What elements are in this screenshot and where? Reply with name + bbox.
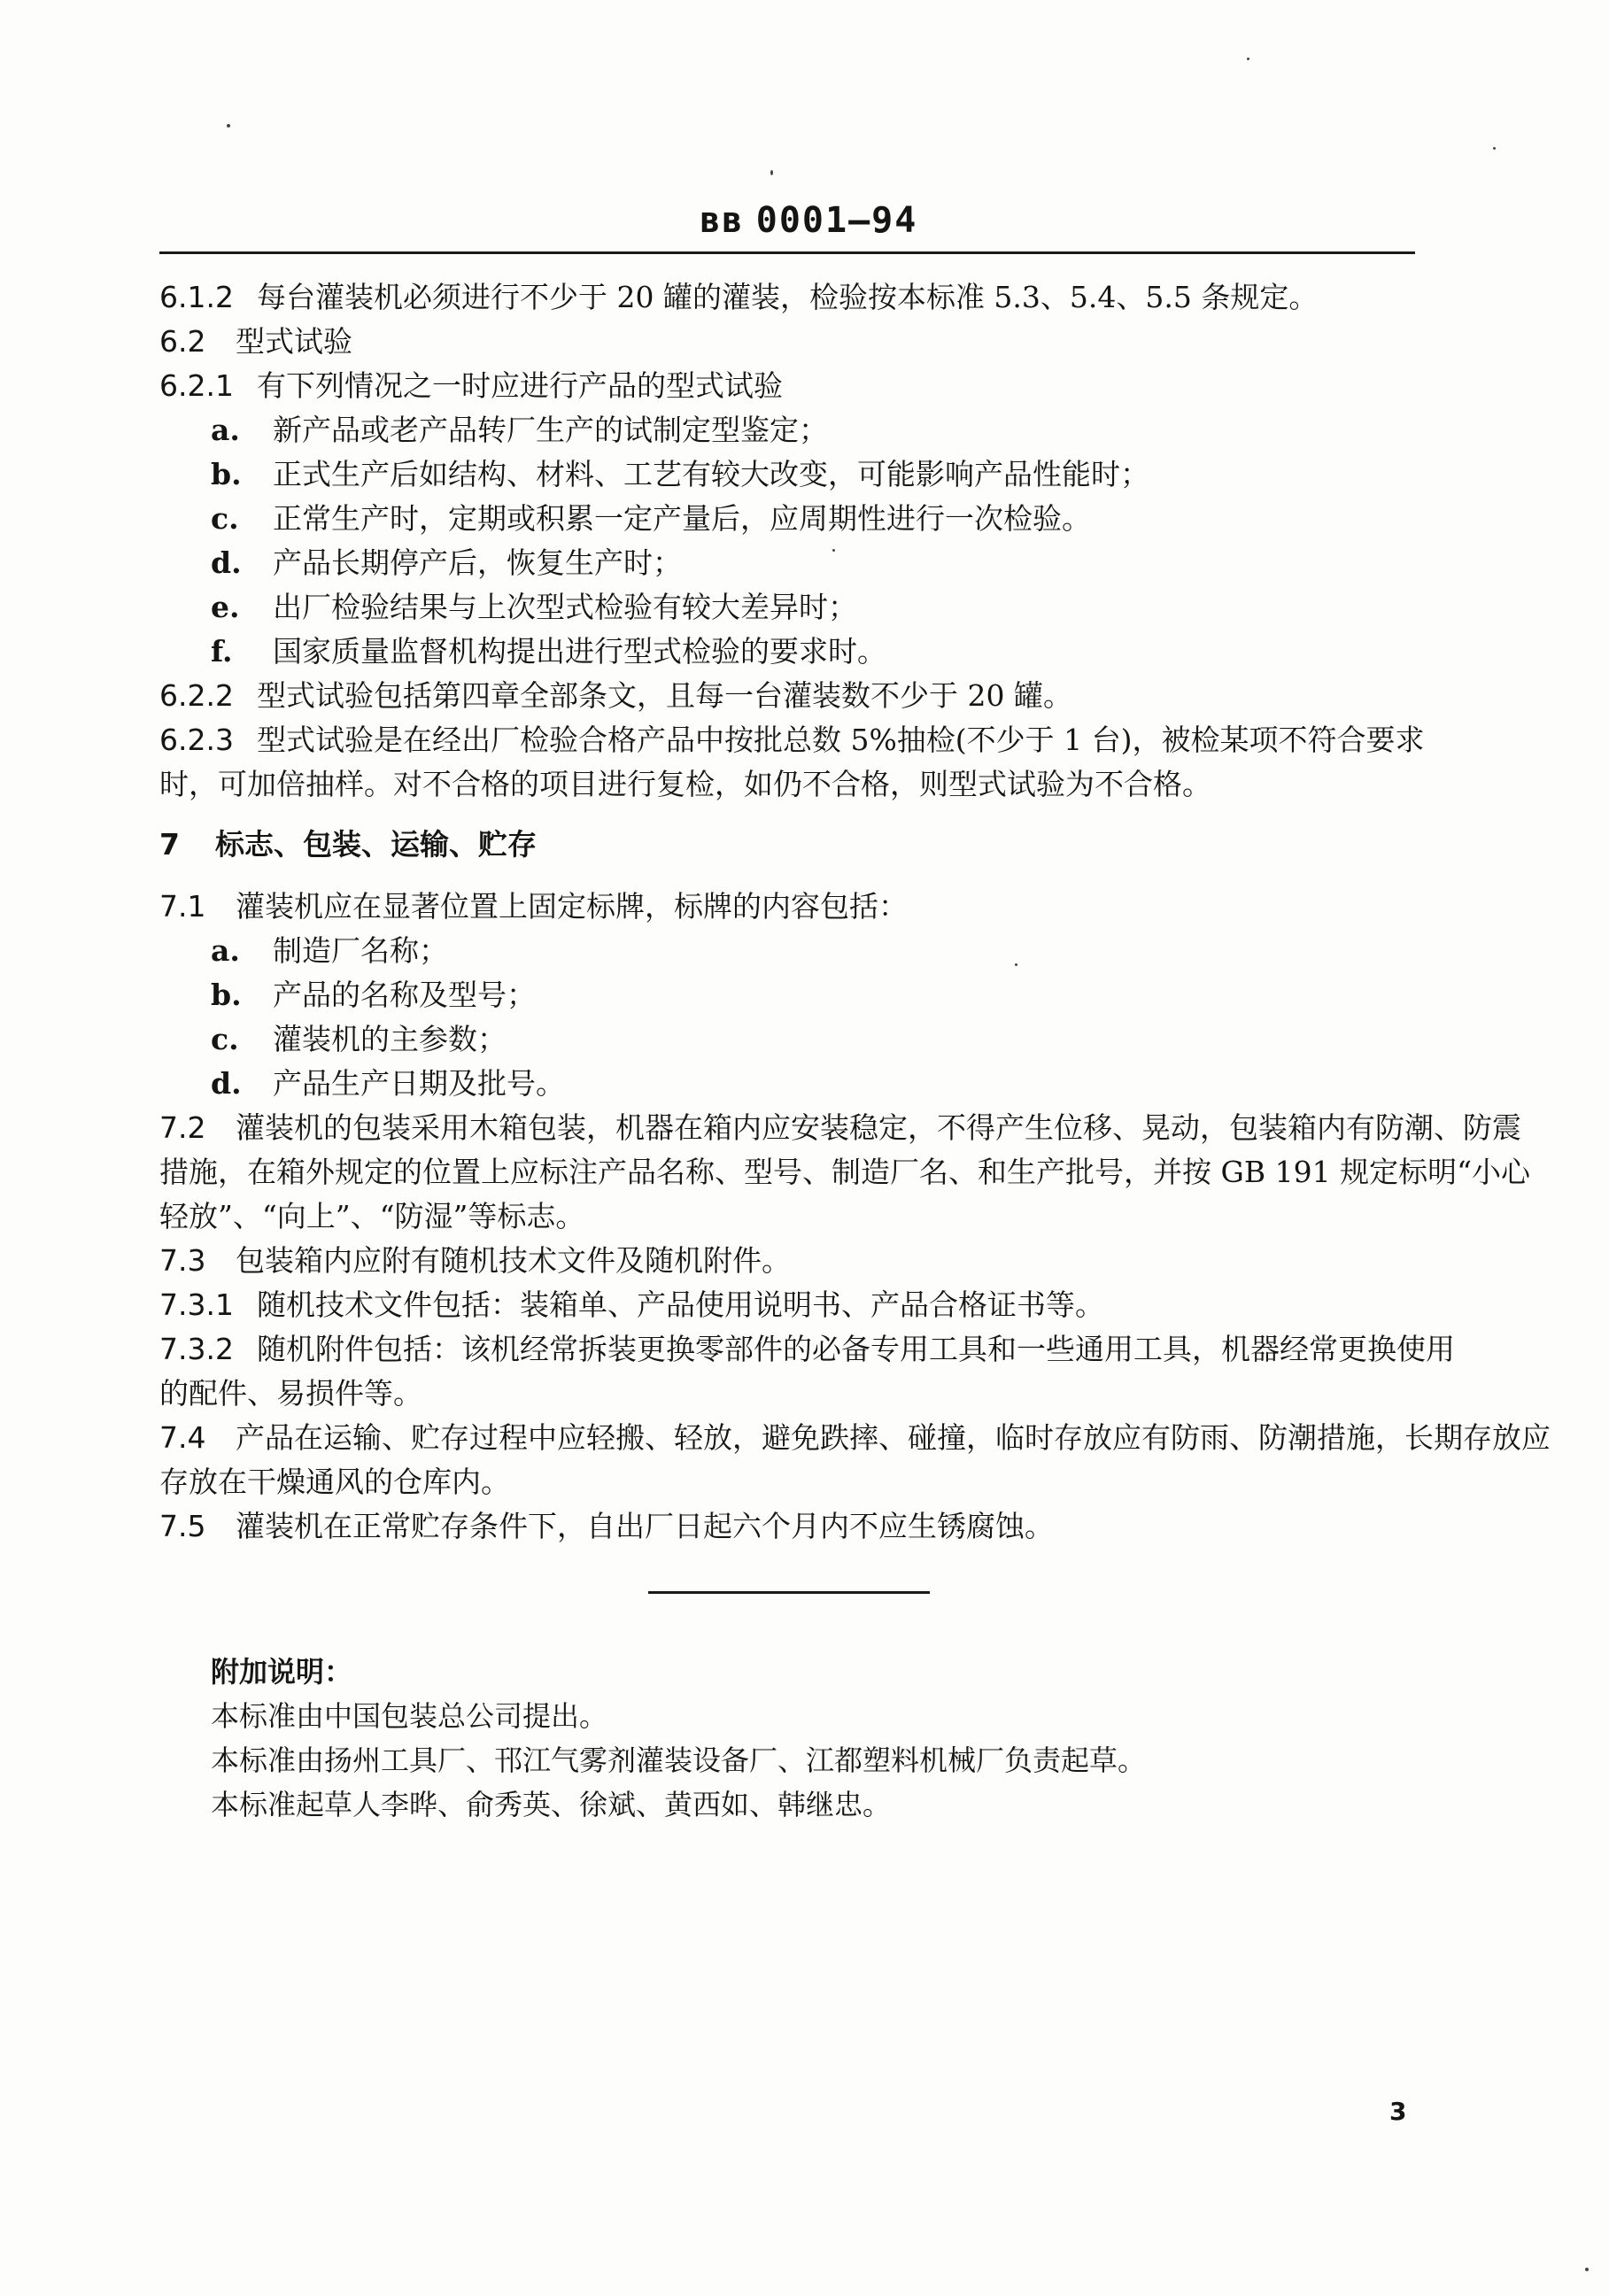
- clause-6-2-2: [159, 678, 1417, 714]
- standard-prefix: BB: [700, 208, 744, 239]
- clause-text: 轻放”、“向上”、“防湿”等标志。: [159, 1199, 585, 1233]
- clause-number: 6.2.3: [159, 723, 234, 757]
- list-item: [211, 933, 1468, 969]
- clause-text: 产品在运输、贮存过程中应轻搬、轻放，避免跌摔、碰撞，临时存放应有防雨、防潮措施，长期存放应: [236, 1420, 1551, 1455]
- scan-speck: [1493, 147, 1496, 150]
- list-item-text: 正常生产时，定期或积累一定产量后，应周期性进行一次检验。: [273, 501, 1091, 536]
- list-item-text: 制造厂名称；: [273, 933, 448, 968]
- clause-7-4: [159, 1420, 1551, 1456]
- list-marker: b.: [211, 978, 242, 1012]
- clause-text: 时，可加倍抽样。对不合格的项目进行复检，如仍不合格，则型式试验为不合格。: [159, 767, 1211, 801]
- list-item-text: 产品的名称及型号；: [273, 978, 536, 1012]
- clause-text: 包装箱内应附有随机技术文件及随机附件。: [236, 1243, 791, 1278]
- notes-heading: 附加说明：: [211, 1655, 353, 1689]
- clause-6-2-3-continued: [159, 767, 1417, 802]
- list-marker: e.: [211, 590, 240, 624]
- clause-text: 随机技术文件包括：装箱单、产品使用说明书、产品合格证书等。: [256, 1287, 1104, 1322]
- header-rule: [159, 251, 1415, 254]
- list-marker: b.: [211, 457, 242, 491]
- notes-line: 本标准由扬州工具厂、邗江气雾剂灌装设备厂、江都塑料机械厂负责起草。: [211, 1743, 1147, 1777]
- list-item-text: 新产品或老产品转厂生产的试制定型鉴定；: [273, 413, 828, 447]
- clause-number: 6.2.1: [159, 368, 234, 403]
- list-item: [211, 978, 1468, 1013]
- clause-6-2-1: [159, 368, 1417, 404]
- list-item: [211, 501, 1468, 537]
- list-item-text: 出厂检验结果与上次型式检验有较大差异时；: [273, 590, 857, 624]
- list-item: [211, 413, 1468, 448]
- clause-7-3: [159, 1243, 1417, 1279]
- page-number: 3: [1389, 2097, 1407, 2126]
- clause-text: 随机附件包括：该机经常拆装更换零部件的必备专用工具和一些通用工具，机器经常更换使用: [256, 1332, 1455, 1366]
- notes-line: 本标准由中国包装总公司提出。: [211, 1699, 608, 1733]
- scan-speck: [1015, 963, 1017, 966]
- clause-7-2-continued: [159, 1199, 1417, 1234]
- end-of-text-divider: [648, 1591, 930, 1594]
- scan-speck: [832, 549, 835, 552]
- standard-code-header: [700, 200, 917, 241]
- list-item: [211, 1022, 1468, 1057]
- clause-number: 7.3: [159, 1243, 206, 1278]
- clause-6-2: [159, 324, 1417, 359]
- section-number: 7: [159, 827, 180, 862]
- clause-text: 型式试验: [236, 324, 352, 359]
- list-marker: c.: [211, 501, 239, 536]
- clause-text: 灌装机在正常贮存条件下，自出厂日起六个月内不应生锈腐蚀。: [236, 1509, 1054, 1543]
- clause-7-5: [159, 1509, 1417, 1544]
- clause-number: 7.1: [159, 889, 206, 924]
- section-7-heading: [159, 827, 537, 862]
- list-item: [211, 545, 1468, 581]
- clause-7-1: [159, 889, 1417, 924]
- clause-7-2: [159, 1110, 1521, 1146]
- list-item: [211, 634, 1468, 669]
- clause-text: 有下列情况之一时应进行产品的型式试验: [256, 368, 783, 403]
- clause-text: 灌装机的包装采用木箱包装，机器在箱内应安装稳定，不得产生位移、晃动，包装箱内有防潮、防震: [236, 1110, 1521, 1145]
- clause-7-3-2: [159, 1332, 1455, 1367]
- list-marker: a.: [211, 413, 240, 447]
- clause-text: 型式试验是在经出厂检验合格产品中按批总数 5%抽检(不少于 1 台)，被检某项不符合要求: [256, 723, 1425, 757]
- list-item-text: 产品生产日期及批号。: [273, 1066, 565, 1101]
- scan-speck: [1247, 58, 1249, 60]
- clause-text: 灌装机应在显著位置上固定标牌，标牌的内容包括：: [236, 889, 908, 924]
- clause-7-3-2-continued: [159, 1376, 1417, 1411]
- clause-text: 型式试验包括第四章全部条文，且每一台灌装数不少于 20 罐。: [256, 678, 1072, 713]
- list-marker: d.: [211, 1066, 242, 1101]
- standard-number: 0001—94: [755, 200, 918, 241]
- clause-number: 6.2: [159, 324, 206, 359]
- list-marker: d.: [211, 545, 242, 580]
- list-item-text: 国家质量监督机构提出进行型式检验的要求时。: [273, 634, 886, 669]
- scan-speck: [227, 124, 230, 128]
- list-item-text: 正式生产后如结构、材料、工艺有较大改变，可能影响产品性能时；: [273, 457, 1149, 491]
- clause-text: 措施，在箱外规定的位置上应标注产品名称、型号、制造厂名、和生产批号，并按 GB 191 规定标明“小心: [159, 1155, 1530, 1189]
- section-title: 标志、包装、运输、贮存: [214, 827, 537, 862]
- list-marker: c.: [211, 1022, 239, 1056]
- scan-speck: [770, 170, 773, 175]
- clause-number: 6.2.2: [159, 678, 234, 713]
- scan-speck: [1585, 2268, 1589, 2271]
- clause-number: 6.1.2: [159, 280, 234, 314]
- clause-number: 7.4: [159, 1420, 206, 1455]
- list-item-text: 灌装机的主参数；: [273, 1022, 507, 1056]
- clause-number: 7.3.2: [159, 1332, 234, 1366]
- list-item: [211, 1066, 1468, 1102]
- clause-number: 7.2: [159, 1110, 206, 1145]
- list-marker: a.: [211, 933, 240, 968]
- clause-7-2-continued: [159, 1155, 1530, 1190]
- clause-text: 每台灌装机必须进行不少于 20 罐的灌装，检验按本标准 5.3、5.4、5.5 条规定。: [256, 280, 1319, 314]
- clause-text: 存放在干燥通风的仓库内。: [159, 1465, 510, 1499]
- clause-6-2-3: [159, 723, 1425, 758]
- clause-7-4-continued: [159, 1465, 1417, 1500]
- list-item: [211, 457, 1468, 492]
- clause-6-1-2: [159, 280, 1417, 315]
- list-marker: f.: [211, 634, 233, 669]
- clause-number: 7.3.1: [159, 1287, 234, 1322]
- clause-7-3-1: [159, 1287, 1417, 1323]
- clause-number: 7.5: [159, 1509, 206, 1543]
- list-item: [211, 590, 1468, 625]
- list-item-text: 产品长期停产后，恢复生产时；: [273, 545, 682, 580]
- clause-text: 的配件、易损件等。: [159, 1376, 422, 1411]
- notes-line: 本标准起草人李晔、俞秀英、徐斌、黄西如、韩继忠。: [211, 1788, 892, 1821]
